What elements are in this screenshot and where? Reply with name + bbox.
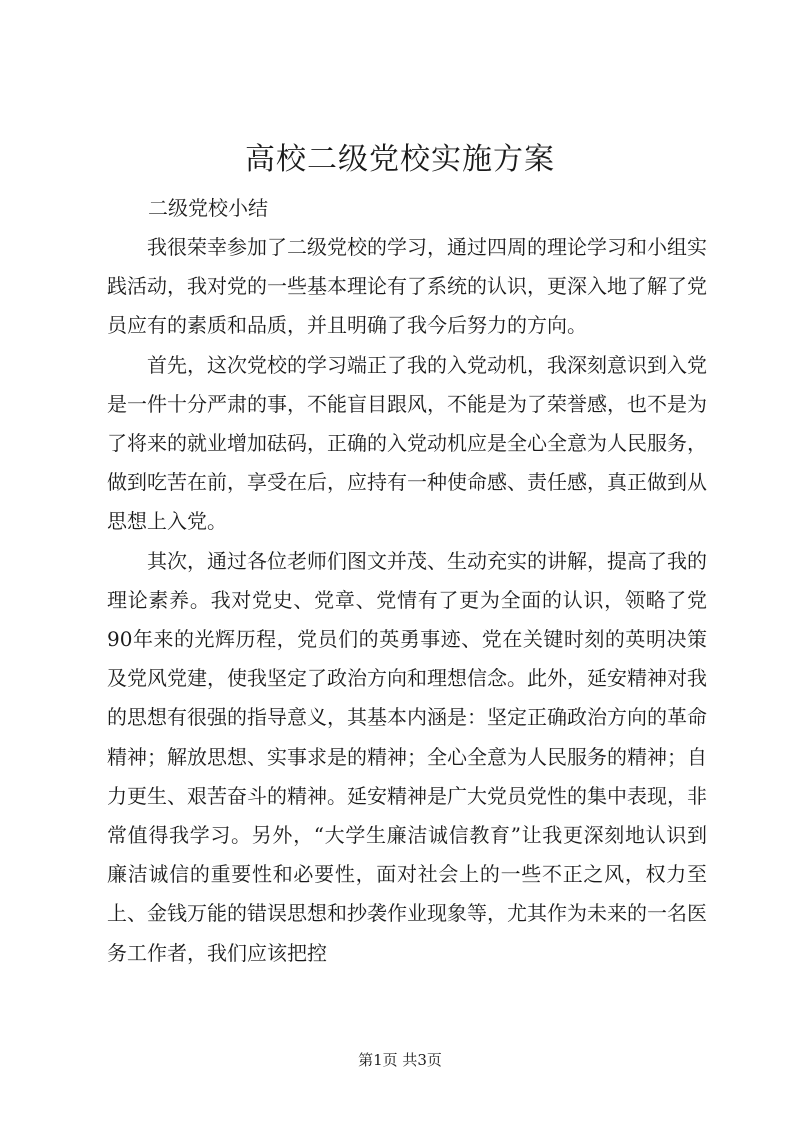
- document-subtitle: 二级党校小结: [148, 196, 268, 220]
- paragraph: 其次，通过各位老师们图文并茂、生动充实的讲解，提高了我的理论素养。我对党史、党章、党情有了更为全面的认识，领略了党90年来的光辉历程，党员们的英勇事迹、党在关键时刻的英明决策及党风党建，使我坚定了政治方向和理想信念。此外，延安精神对我的思想有很强的指导意义，其基本内涵是：坚定正确政治方向的革命精神；解放思想、实事求是的精神；全心全意为人民服务的精神；自力更生、艰苦奋斗的精神。延安精神是广大党员党性的集中表现，非常值得我学习。另外，“大学生廉洁诚信教育”让我更深刻地认识到廉洁诚信的重要性和必要性，面对社会上的一些不正之风，权力至上、金钱万能的错误思想和抄袭作业现象等，尤其作为未来的一名医务工作者，我们应该把控: [107, 548, 707, 965]
- page-footer: 第1页 共3页: [358, 1051, 442, 1069]
- paragraph: 我很荣幸参加了二级党校的学习，通过四周的理论学习和小组实践活动，我对党的一些基本理论有了系统的认识，更深入地了解了党员应有的素质和品质，并且明确了我今后努力的方向。: [107, 235, 707, 338]
- document-body: [107, 228, 707, 973]
- paragraph: 首先，这次党校的学习端正了我的入党动机，我深刻意识到入党是一件十分严肃的事，不能盲目跟风，不能是为了荣誉感，也不是为了将来的就业增加砝码，正确的入党动机应是全心全意为人民服务，做到吃苦在前，享受在后，应持有一种使命感、责任感，真正做到从思想上入党。: [107, 352, 707, 534]
- document-title: 高校二级党校实施方案: [245, 142, 555, 177]
